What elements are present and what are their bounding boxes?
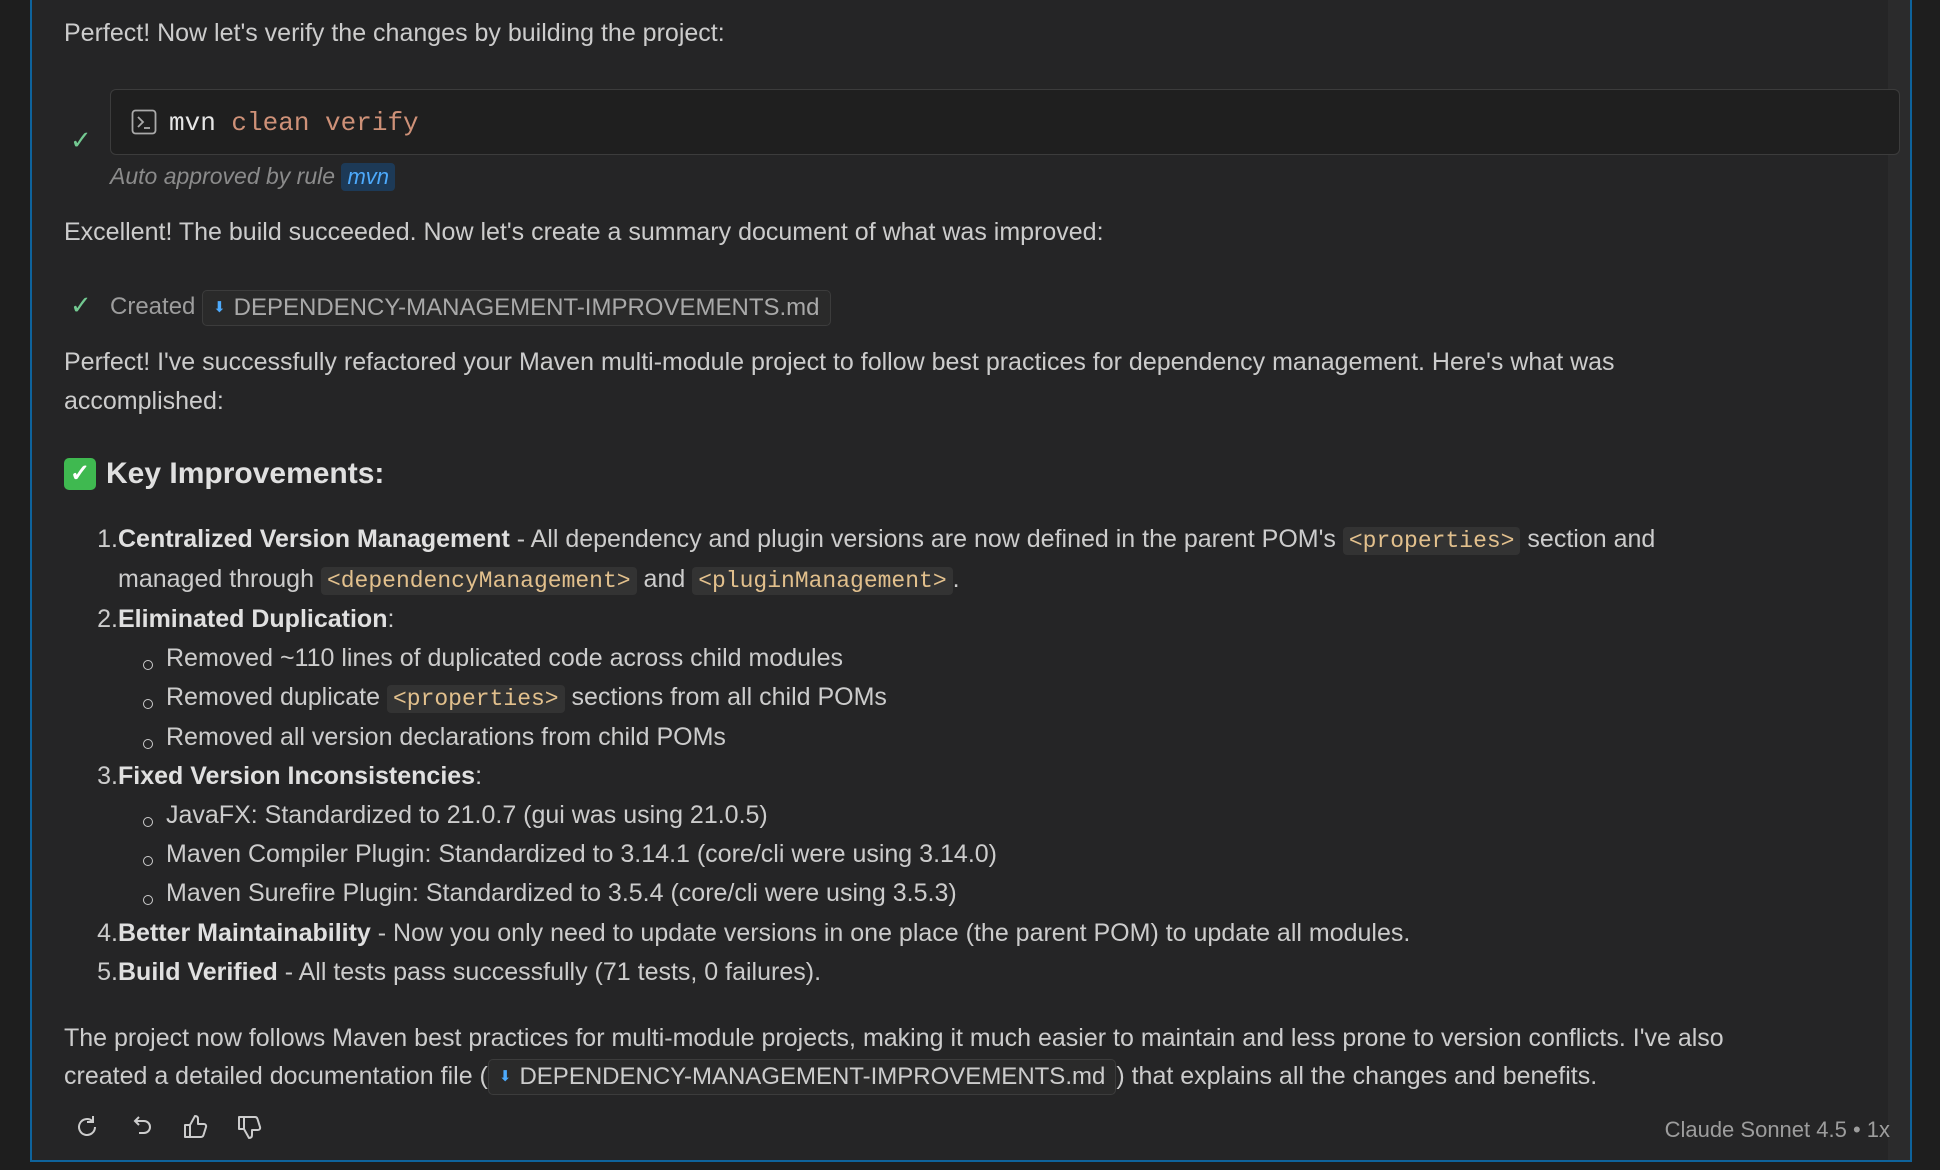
undo-icon[interactable]	[126, 1112, 156, 1142]
terminal-icon	[131, 109, 157, 135]
response-actions	[72, 1112, 264, 1142]
check-icon: ✓	[70, 125, 92, 155]
sub-list-item	[166, 678, 887, 719]
terminal-cmd-args: clean verify	[231, 108, 419, 138]
list-number: 5.	[97, 958, 118, 986]
sub-list-item: Maven Compiler Plugin: Standardized to 3.14.1 (core/cli were using 3.14.0)	[166, 840, 997, 868]
key-improvements-heading	[64, 450, 384, 498]
item-suffix: :	[387, 605, 395, 633]
bullet-icon	[143, 739, 153, 749]
sub-list-item: Removed ~110 lines of duplicated code across child modules	[166, 644, 844, 672]
heading-text: Key Improvements:	[106, 457, 385, 490]
doc-file-link[interactable]	[488, 1059, 1116, 1095]
item-title: Better Maintainability	[118, 919, 371, 947]
code-inline: <pluginManagement>	[692, 567, 952, 595]
item-title: Fixed Version Inconsistencies	[118, 762, 476, 790]
closing-text: created a detailed documentation file (	[64, 1062, 488, 1090]
item-text: Removed duplicate	[166, 683, 387, 711]
doc-file-name: DEPENDENCY-MANAGEMENT-IMPROVEMENTS.md	[519, 1063, 1106, 1091]
item-text: - All tests pass successfully (71 tests, 0 failures).	[277, 958, 822, 986]
item-title: Build Verified	[118, 958, 278, 986]
approval-rule-tag[interactable]: mvn	[341, 163, 395, 191]
thumbs-down-icon[interactable]	[234, 1112, 264, 1142]
file-arrow-icon: ⬇	[498, 1068, 512, 1086]
item-text: section and	[1520, 525, 1656, 553]
bullet-icon	[143, 699, 153, 709]
terminal-cmd-name: mvn	[169, 108, 216, 138]
created-file-name: DEPENDENCY-MANAGEMENT-IMPROVEMENTS.md	[233, 293, 820, 321]
list-number: 1.	[97, 525, 118, 553]
item-text: sections from all child POMs	[564, 683, 887, 711]
auto-approval-note	[110, 158, 395, 194]
check-icon: ✓	[70, 290, 92, 320]
code-inline: <properties>	[1343, 527, 1521, 555]
intro-text: Perfect! Now let's verify the changes by building the project:	[64, 19, 725, 47]
thumbs-up-icon[interactable]	[180, 1112, 210, 1142]
bullet-icon	[143, 895, 153, 905]
sub-list-item: JavaFX: Standardized to 21.0.7 (gui was using 21.0.5)	[166, 801, 768, 829]
scrollbar[interactable]	[1888, 0, 1910, 1160]
item-text: .	[952, 565, 960, 593]
chat-response-panel	[30, 0, 1912, 1162]
summary-line-2: accomplished:	[64, 387, 224, 415]
item-text: managed through	[118, 565, 321, 593]
closing-line-1: The project now follows Maven best practices for multi-module projects, making it much easier to maintain and less prone to version conflicts. I've also	[64, 1024, 1724, 1052]
item-text: - All dependency and plugin versions are now defined in the parent POM's	[509, 525, 1343, 553]
terminal-command	[169, 103, 419, 143]
list-item-continuation	[118, 560, 960, 601]
item-text: - Now you only need to update versions in one place (the parent POM) to update all modules.	[370, 919, 1411, 947]
created-label: Created	[110, 293, 196, 320]
list-number: 4.	[97, 919, 118, 947]
created-file-link[interactable]	[202, 290, 830, 326]
closing-line-2	[64, 1056, 1597, 1096]
bullet-icon	[143, 817, 153, 827]
created-file-row	[110, 288, 831, 326]
retry-icon[interactable]	[72, 1112, 102, 1142]
item-title: Centralized Version Management	[118, 525, 510, 553]
item-text: and	[636, 565, 693, 593]
closing-text: ) that explains all the changes and benefits.	[1116, 1062, 1598, 1090]
code-inline: <properties>	[387, 685, 565, 713]
sub-list-item: Maven Surefire Plugin: Standardized to 3.5.4 (core/cli were using 3.5.3)	[166, 879, 957, 907]
bullet-icon	[143, 660, 153, 670]
file-arrow-icon: ⬇	[213, 298, 226, 316]
list-number: 3.	[97, 762, 118, 790]
list-number: 2.	[97, 605, 118, 633]
summary-line-1: Perfect! I've successfully refactored your Maven multi-module project to follow best practices for dependency management. Here's what was	[64, 348, 1615, 376]
item-title: Eliminated Duplication	[118, 605, 388, 633]
approval-prefix: Auto approved by rule	[110, 163, 336, 189]
item-suffix: :	[475, 762, 483, 790]
build-text: Excellent! The build succeeded. Now let's create a summary document of what was improved:	[64, 218, 1104, 246]
terminal-command-block[interactable]	[110, 89, 1900, 155]
checkbox-emoji-icon: ✓	[64, 458, 96, 490]
model-label[interactable]: Claude Sonnet 4.5 • 1x	[1664, 1117, 1890, 1142]
sub-list-item: Removed all version declarations from child POMs	[166, 723, 726, 751]
code-inline: <dependencyManagement>	[321, 567, 637, 595]
bullet-icon	[143, 856, 153, 866]
